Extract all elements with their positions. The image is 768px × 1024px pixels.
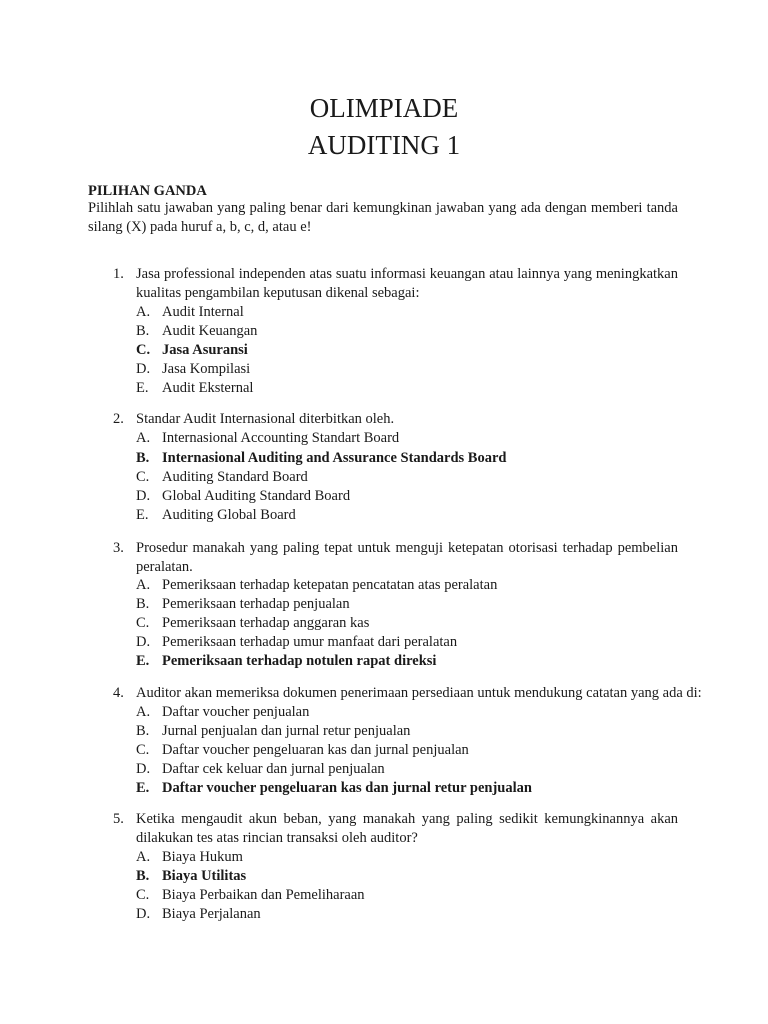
question-number: 2. — [113, 411, 124, 427]
option-text: Pemeriksaan terhadap penjualan — [162, 596, 350, 612]
option-text: Auditing Standard Board — [162, 469, 308, 485]
question-text: Ketika mengaudit akun beban, yang manakah yang paling sedikit kemungkinannya akan dilakukan tes atas rincian transaksi oleh auditor? — [136, 811, 678, 846]
option-text: Biaya Perjalanan — [162, 906, 261, 922]
option-text: Audit Internal — [162, 304, 244, 320]
option-d — [136, 487, 350, 506]
option-letter: D. — [136, 361, 151, 377]
question-number: 4. — [113, 685, 124, 701]
option-text: Pemeriksaan terhadap umur manfaat dari peralatan — [162, 634, 458, 650]
option-letter: E. — [136, 380, 149, 396]
option-letter: C. — [136, 469, 150, 485]
option-letter: C. — [136, 615, 150, 631]
option-text: Jasa Kompilasi — [162, 361, 251, 377]
option-c — [136, 741, 469, 760]
option-e — [136, 506, 296, 525]
option-text: Jurnal penjualan dan jurnal retur penjualan — [162, 723, 411, 739]
option-a — [136, 576, 497, 595]
option-e-correct — [136, 779, 532, 798]
option-letter: B. — [136, 596, 150, 612]
option-letter: A. — [136, 577, 151, 593]
option-letter: D. — [136, 634, 151, 650]
option-letter: A. — [136, 304, 151, 320]
document-title-line2: AUDITING 1 — [307, 130, 461, 160]
option-b — [136, 322, 257, 341]
option-letter: A. — [136, 849, 151, 865]
option-letter: A. — [136, 430, 151, 446]
question-number: 3. — [113, 540, 124, 556]
option-d — [136, 633, 457, 652]
option-text: Audit Eksternal — [162, 380, 254, 396]
option-text: Daftar voucher pengeluaran kas dan jurnal retur penjualan — [162, 780, 532, 796]
option-letter: D. — [136, 906, 151, 922]
option-text: Pemeriksaan terhadap notulen rapat direksi — [162, 653, 437, 669]
question-number: 1. — [113, 266, 124, 282]
option-letter: C. — [136, 887, 150, 903]
option-a — [136, 429, 399, 448]
option-text: Jasa Asuransi — [162, 342, 248, 358]
option-text: Global Auditing Standard Board — [162, 488, 351, 504]
option-text: Internasional Accounting Standart Board — [162, 430, 400, 446]
option-c-correct — [136, 341, 248, 360]
option-letter: B. — [136, 450, 150, 466]
option-text: Biaya Perbaikan dan Pemeliharaan — [162, 887, 365, 903]
option-text: Daftar cek keluar dan jurnal penjualan — [162, 761, 385, 777]
option-c — [136, 468, 308, 487]
option-letter: D. — [136, 488, 151, 504]
option-letter: C. — [136, 742, 150, 758]
option-text: Daftar voucher penjualan — [162, 704, 310, 720]
option-letter: A. — [136, 704, 151, 720]
option-a — [136, 703, 309, 722]
option-text: Internasional Auditing and Assurance Standards Board — [162, 450, 507, 466]
section-heading: PILIHAN GANDA — [88, 183, 207, 199]
option-c — [136, 614, 369, 633]
option-b-correct — [136, 867, 246, 886]
option-text: Daftar voucher pengeluaran kas dan jurnal penjualan — [162, 742, 469, 758]
option-d — [136, 360, 250, 379]
option-letter: B. — [136, 868, 150, 884]
option-e-correct — [136, 652, 436, 671]
option-text: Biaya Utilitas — [162, 868, 247, 884]
option-text: Audit Keuangan — [162, 323, 258, 339]
option-c — [136, 886, 365, 905]
option-text: Auditing Global Board — [162, 507, 296, 523]
option-letter: E. — [136, 780, 150, 796]
option-a — [136, 848, 243, 867]
document-title-line1: OLIMPIADE — [309, 93, 459, 123]
option-a — [136, 303, 244, 322]
question-text: Standar Audit Internasional diterbitkan oleh. — [136, 411, 395, 427]
question-number: 5. — [113, 811, 124, 827]
option-b-correct — [136, 449, 506, 468]
option-letter: C. — [136, 342, 151, 358]
option-b — [136, 595, 350, 614]
option-text: Pemeriksaan terhadap ketepatan pencatatan atas peralatan — [162, 577, 498, 593]
instructions-paragraph: Pilihlah satu jawaban yang paling benar dari kemungkinan jawaban yang ada dengan memberi tanda silang (X) pada huruf a, b, c, d, atau e! — [88, 200, 678, 235]
option-text: Pemeriksaan terhadap anggaran kas — [162, 615, 370, 631]
question-text: Auditor akan memeriksa dokumen penerimaan persediaan untuk mendukung catatan yang ada di: — [136, 685, 702, 701]
option-letter: D. — [136, 761, 151, 777]
option-d — [136, 905, 261, 924]
option-d — [136, 760, 385, 779]
option-letter: E. — [136, 653, 150, 669]
question-text: Jasa professional independen atas suatu informasi keuangan atau lainnya yang meningkatkan kualitas pengambilan keputusan dikenal sebagai: — [136, 266, 678, 301]
question-text: Prosedur manakah yang paling tepat untuk menguji ketepatan otorisasi terhadap pembelian peralatan. — [136, 540, 678, 575]
option-letter: B. — [136, 723, 150, 739]
option-letter: E. — [136, 507, 149, 523]
option-text: Biaya Hukum — [162, 849, 243, 865]
option-b — [136, 722, 410, 741]
option-e — [136, 379, 253, 398]
option-letter: B. — [136, 323, 150, 339]
